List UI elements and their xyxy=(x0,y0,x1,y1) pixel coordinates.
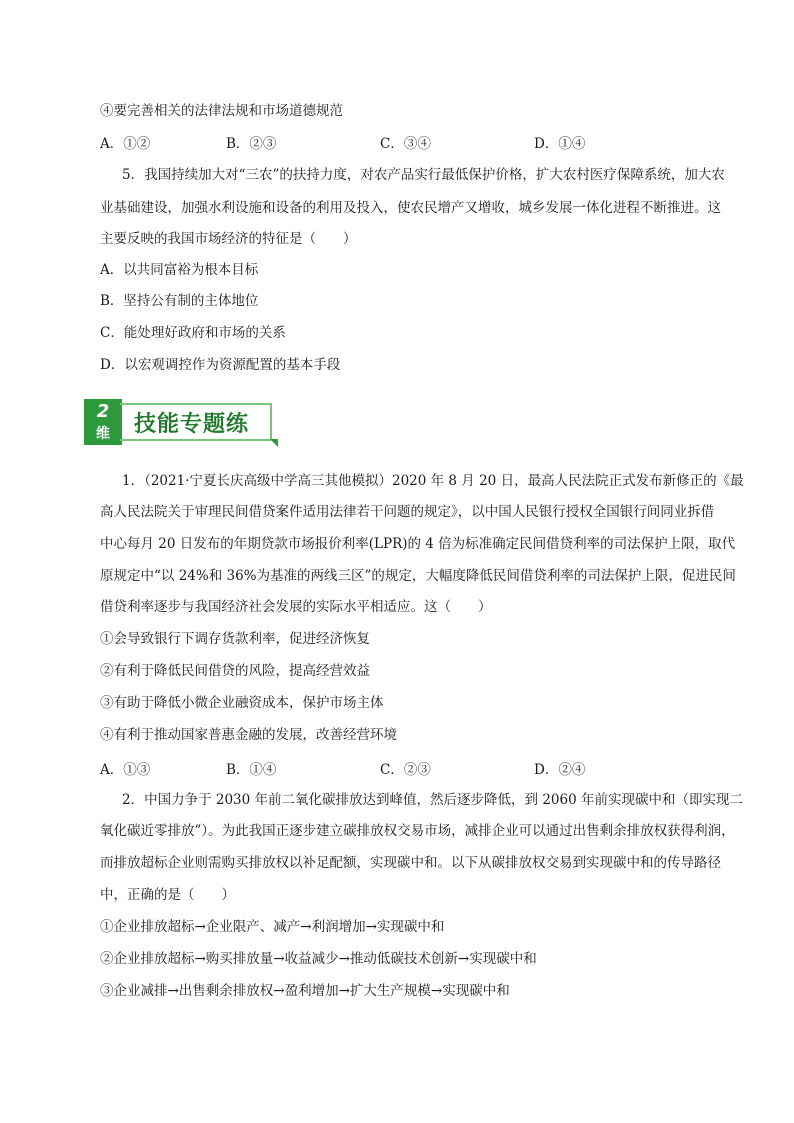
answer-option-b: B．坚持公有制的主体地位 xyxy=(100,293,259,309)
section-number-badge xyxy=(84,399,122,445)
question-1-stem-line: 1．（2021·宁夏长庆高级中学高三其他模拟）2020 年 8 月 20 日，最高人民法院正式发布新修正的《最 xyxy=(122,473,744,489)
question-item: ②有利于降低民间借贷的风险，提高经营效益 xyxy=(100,663,370,679)
question-5-stem-line: 主要反映的我国市场经济的特征是（ ） xyxy=(100,231,357,247)
question-2-stem-line: 中，正确的是（ ） xyxy=(100,887,235,903)
answer-option-a: A．①② xyxy=(100,136,151,152)
question-1-stem-line: 借贷利率逐步与我国经济社会发展的实际水平相适应。这（ ） xyxy=(100,599,492,615)
question-item: ④要完善相关的法律法规和市场道德规范 xyxy=(100,103,343,119)
question-item: ④有利于推动国家普惠金融的发展，改善经营环境 xyxy=(100,727,397,743)
section-number: 2 xyxy=(96,401,110,422)
question-item: ②企业排放超标→购买排放量→收益减少→推动低碳技术创新→实现碳中和 xyxy=(100,951,537,967)
question-5-stem-line: 业基础建设，加强水利设施和设备的利用及投入，使农民增产又增收，城乡发展一体化进程不断推进。这 xyxy=(100,200,721,216)
section-char: 维 xyxy=(96,426,110,442)
answer-option-a: A．以共同富裕为根本目标 xyxy=(100,262,259,278)
question-1-stem-line: 高人民法院关于审理民间借贷案件适用法律若干问题的规定》，以中国人民银行授权全国银行间同业拆借 xyxy=(100,504,715,520)
question-2-stem-line: 氧化碳近零排放”）。为此我国正逐步建立碳排放权交易市场，减排企业可以通过出售剩余排放权获得利润， xyxy=(100,823,735,839)
question-item: ③企业减排→出售剩余排放权→盈利增加→扩大生产规模→实现碳中和 xyxy=(100,983,510,999)
question-2-stem-line: 而排放超标企业则需购买排放权以补足配额，实现碳中和。以下从碳排放权交易到实现碳中和的传导路径 xyxy=(100,855,721,871)
question-1-stem-line: 中心每月 20 日发布的年期贷款市场报价利率(LPR)的 4 倍为标准确定民间借贷利率的司法保护上限，取代 xyxy=(100,536,736,552)
question-item: ①会导致银行下调存货款利率，促进经济恢复 xyxy=(100,631,370,647)
answer-option-c: C．能处理好政府和市场的关系 xyxy=(100,325,286,341)
answer-option-d: D．①④ xyxy=(534,136,586,152)
question-2-stem-line: 2．中国力争于 2030 年前二氧化碳排放达到峰值，然后逐步降低，到 2060 年前实现碳中和（即实现二 xyxy=(122,792,743,808)
answer-option-b: B．②③ xyxy=(226,136,277,152)
answer-option-d: D．以宏观调控作为资源配置的基本手段 xyxy=(100,357,341,373)
question-5-stem-line: 5．我国持续加大对“三农”的扶持力度，对农产品实行最低保护价格，扩大农村医疗保障系统，加大农 xyxy=(122,167,725,183)
section-title: 技能专题练 xyxy=(134,412,250,437)
answer-option-b: B．①④ xyxy=(226,762,277,778)
question-item: ①企业排放超标→企业限产、减产→利润增加→实现碳中和 xyxy=(100,919,445,935)
question-1-stem-line: 原规定中“以 24%和 36%为基准的两线三区”的规定，大幅度降低民间借贷利率的司法保护上限，促进民间 xyxy=(100,568,736,584)
section-title-frame xyxy=(120,403,272,441)
answer-option-a: A．①③ xyxy=(100,762,151,778)
answer-option-c: C．③④ xyxy=(380,136,431,152)
answer-option-c: C．②③ xyxy=(380,762,431,778)
question-item: ③有助于降低小微企业融资成本，保护市场主体 xyxy=(100,695,384,711)
section-banner xyxy=(84,395,284,451)
answer-option-d: D．②④ xyxy=(534,762,586,778)
